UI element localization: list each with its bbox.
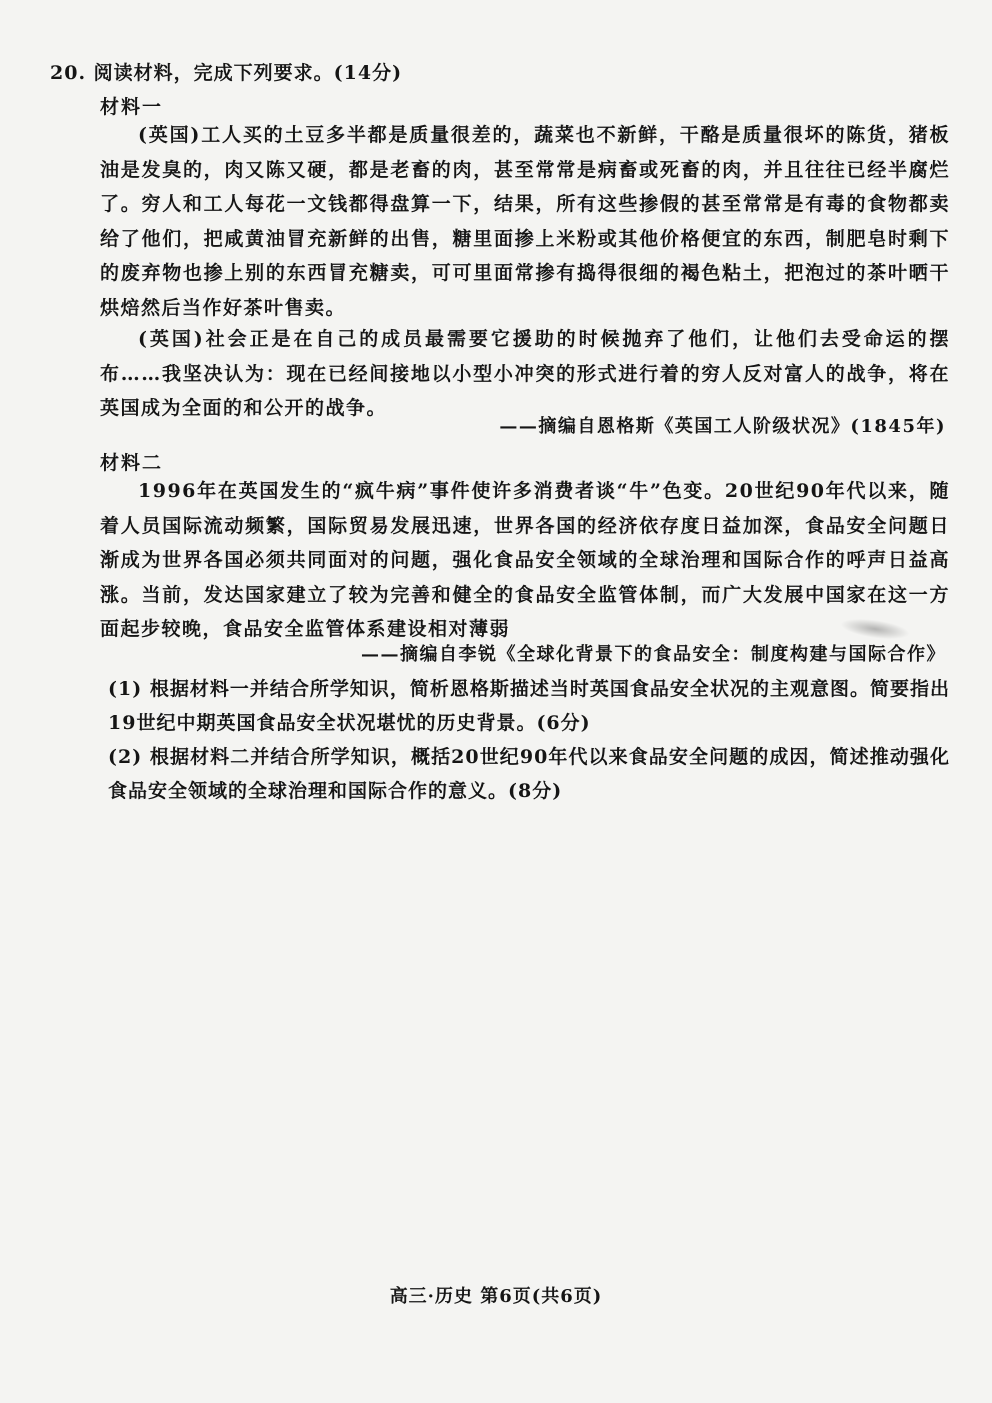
sub-question-2: (2) 根据材料二并结合所学知识，概括20世纪90年代以来食品安全问题的成因，简述推动强化食品安全领域的全球治理和国际合作的意义。(8分) xyxy=(108,746,950,802)
page-footer: 高三·历史 第6页(共6页) xyxy=(389,1286,603,1307)
material2-label: 材料二 xyxy=(100,452,164,474)
material1-paragraph-1: (英国)工人买的土豆多半都是质量很差的，蔬菜也不新鲜，干酪是质量很坏的陈货，猪板油是发臭的，肉又陈又硬，都是老畜的肉，甚至常常是病畜或死畜的肉，并且往往已经半腐烂了。穷人和工人每花一文钱都得盘算一下，结果，所有这些掺假的甚至常常是有毒的食物都卖给了他们，把咸黄油冒充新鲜的出售，糖里面掺上米粉或其他价格便宜的东西，制肥皂时剩下的废弃物也掺上别的东西冒充糖卖，可可里面常掺有捣得很细的褐色粘土，把泡过的茶叶晒干烘焙然后当作好茶叶售卖。 xyxy=(100,124,950,319)
question-heading: 20. 阅读材料，完成下列要求。(14分) xyxy=(50,62,403,84)
material2-paragraph-1: 1996年在英国发生的“疯牛病”事件使许多消费者谈“牛”色变。20世纪90年代以来，随着人员国际流动频繁，国际贸易发展迅速，世界各国的经济依存度日益加深，食品安全问题日渐成为世界各国必须共同面对的问题，强化食品安全领域的全球治理和国际合作的呼声日益高涨。当前，发达国家建立了较为完善和健全的食品安全监管体制，而广大发展中国家在这一方面起步较晚，食品安全监管体系建设相对薄弱 xyxy=(100,480,950,640)
material1-source: ——摘编自恩格斯《英国工人阶级状况》(1845年) xyxy=(499,416,946,437)
material1-label: 材料一 xyxy=(100,96,164,118)
sub-question-1: (1) 根据材料一并结合所学知识，简析恩格斯描述当时英国食品安全状况的主观意图。简要指出19世纪中期英国食品安全状况堪忧的历史背景。(6分) xyxy=(108,678,950,734)
material2-source: ——摘编自李锐《全球化背景下的食品安全：制度构建与国际合作》 xyxy=(361,644,946,665)
material1-paragraph-2: (英国)社会正是在自己的成员最需要它援助的时候抛弃了他们，让他们去受命运的摆布……我坚决认为：现在已经间接地以小型小冲突的形式进行着的穷人反对富人的战争，将在英国成为全面的和公开的战争。 xyxy=(100,328,950,419)
